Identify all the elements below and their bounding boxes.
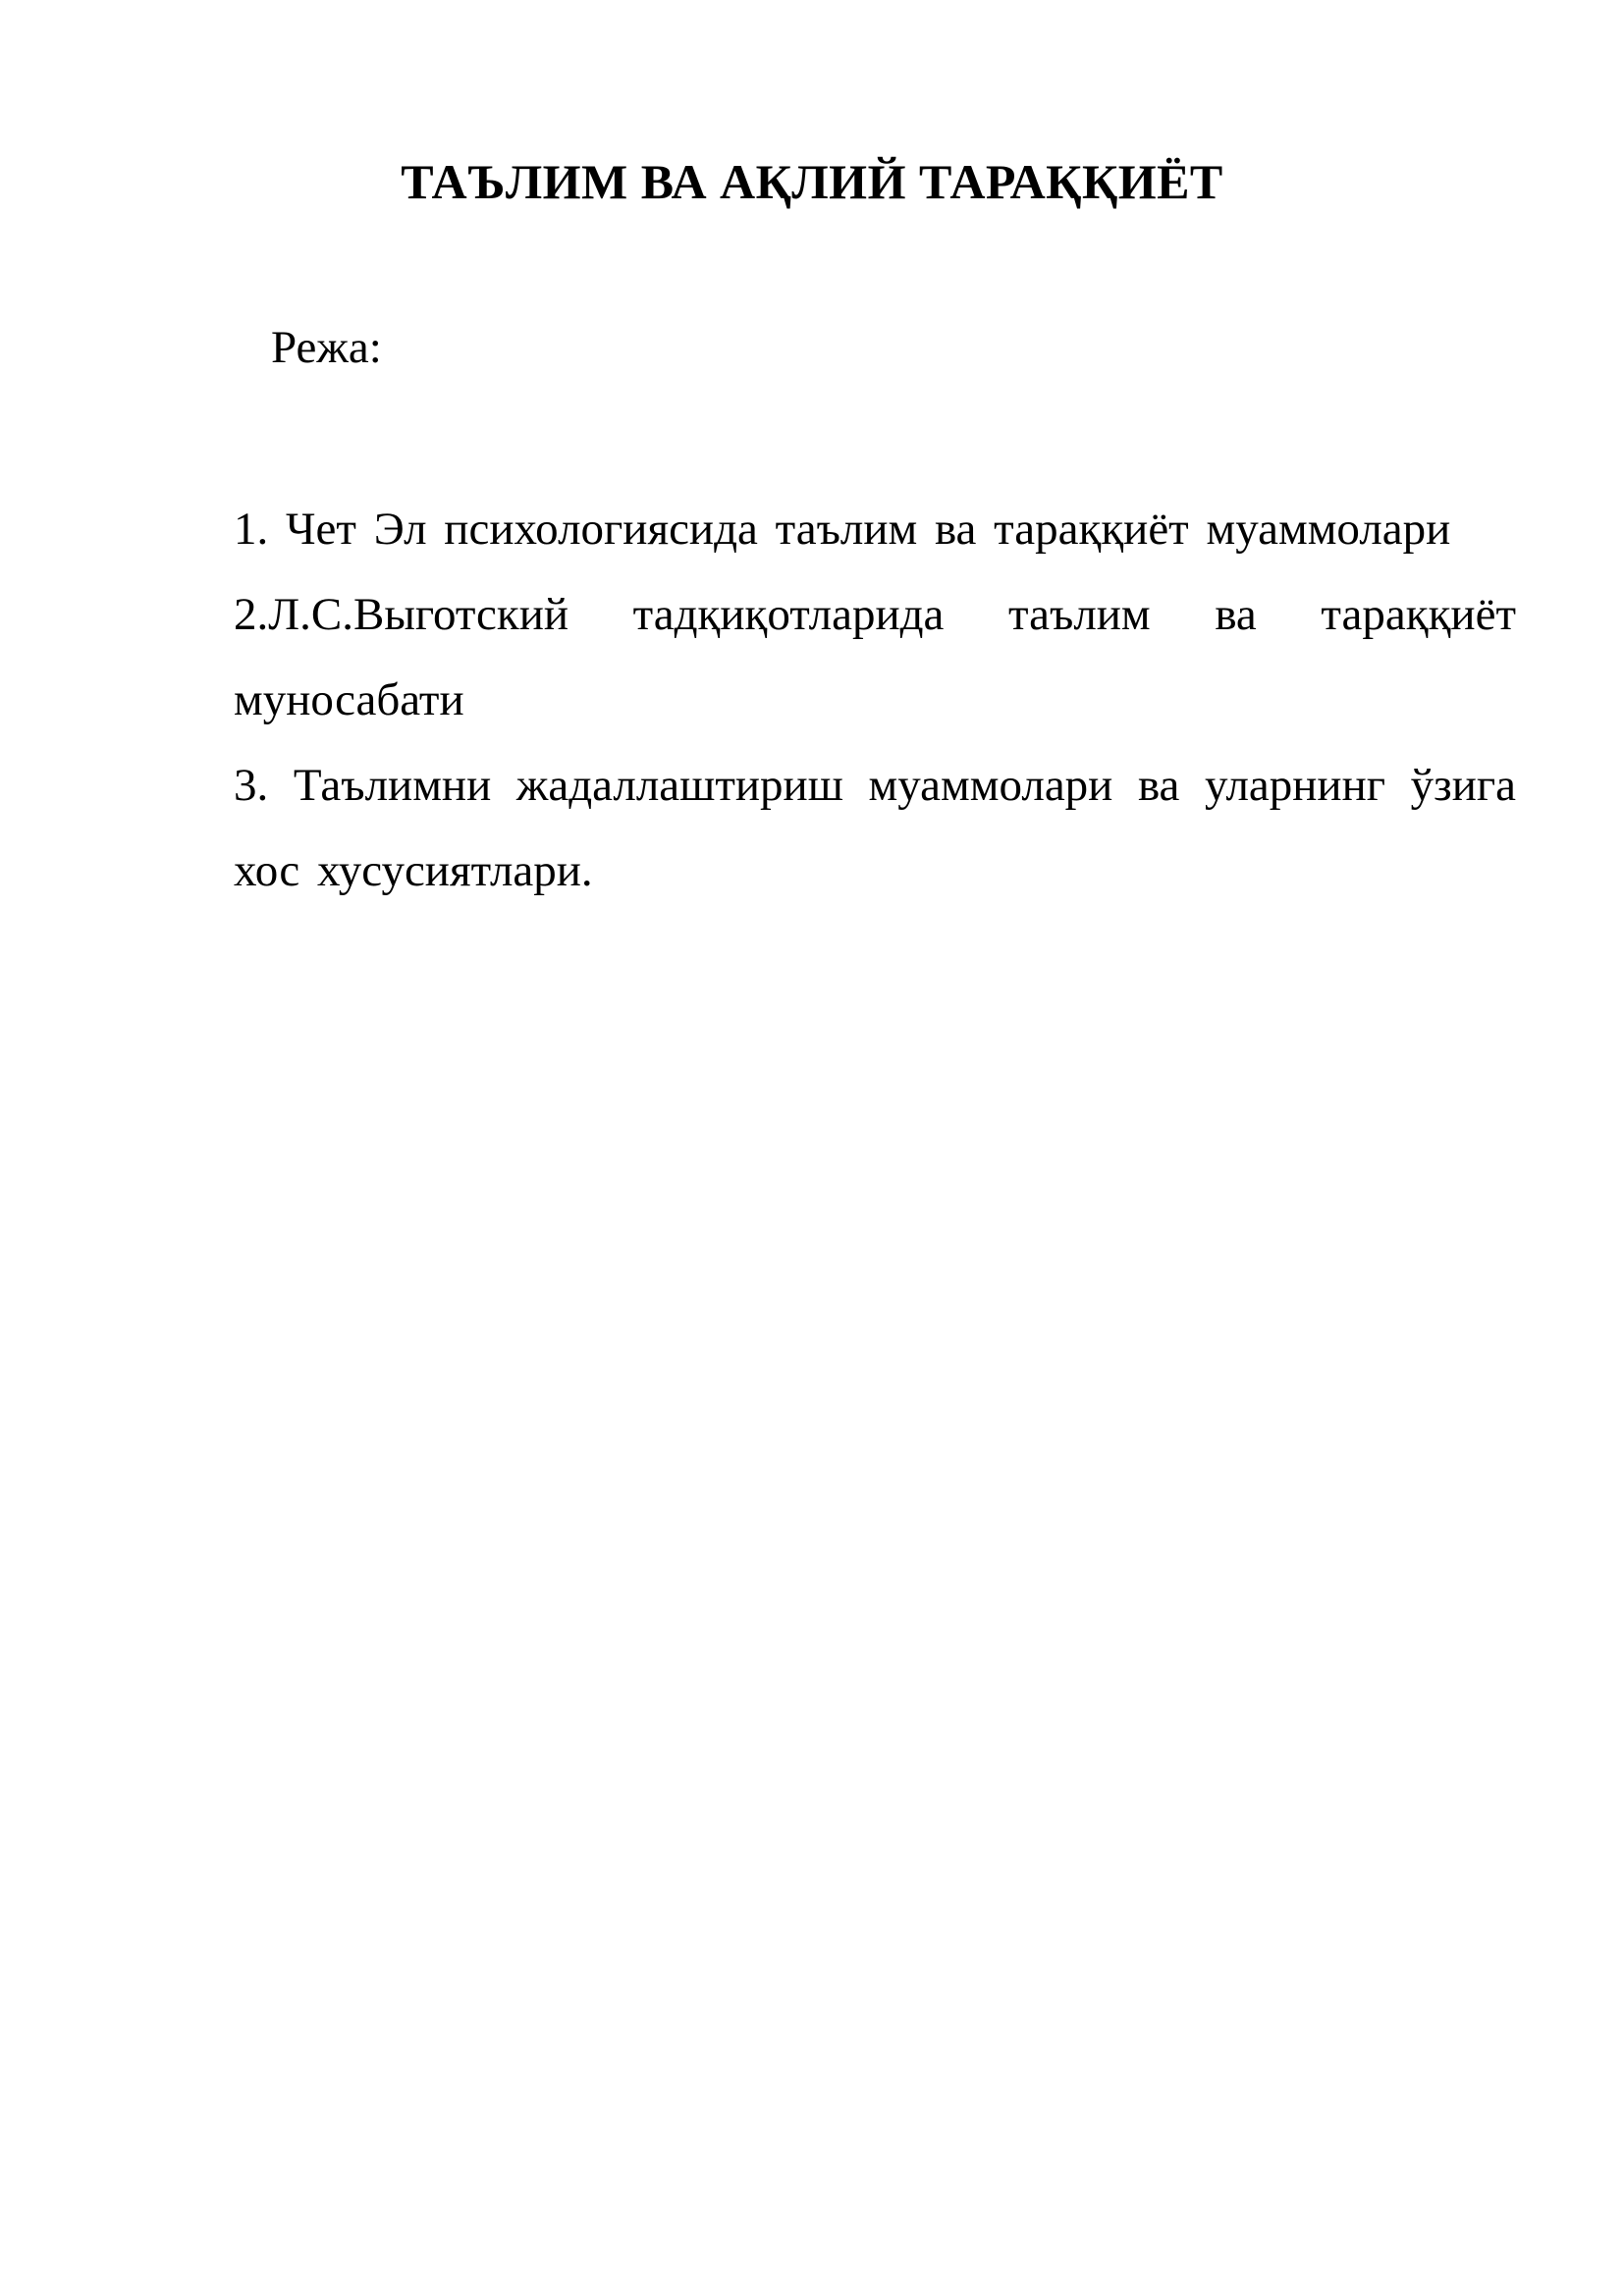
plan-item-2: 2.Л.С.Выготский тадқиқотларида таълим ва тараққиёт муносабати — [234, 589, 1516, 725]
plan-label: Режа: — [271, 322, 382, 373]
document-title: ТАЪЛИМ ВА АҚЛИЙ ТАРАҚҚИЁТ — [401, 154, 1223, 209]
plan-item-1: 1. Чет Эл психологиясида таълим ва тараққиёт муаммолари — [234, 504, 1451, 555]
plan-item-3: 3. Таълимни жадаллаштириш муаммолари ва уларнинг ўзига хос хусусиятлари. — [234, 760, 1516, 896]
plan-list — [234, 487, 1516, 914]
